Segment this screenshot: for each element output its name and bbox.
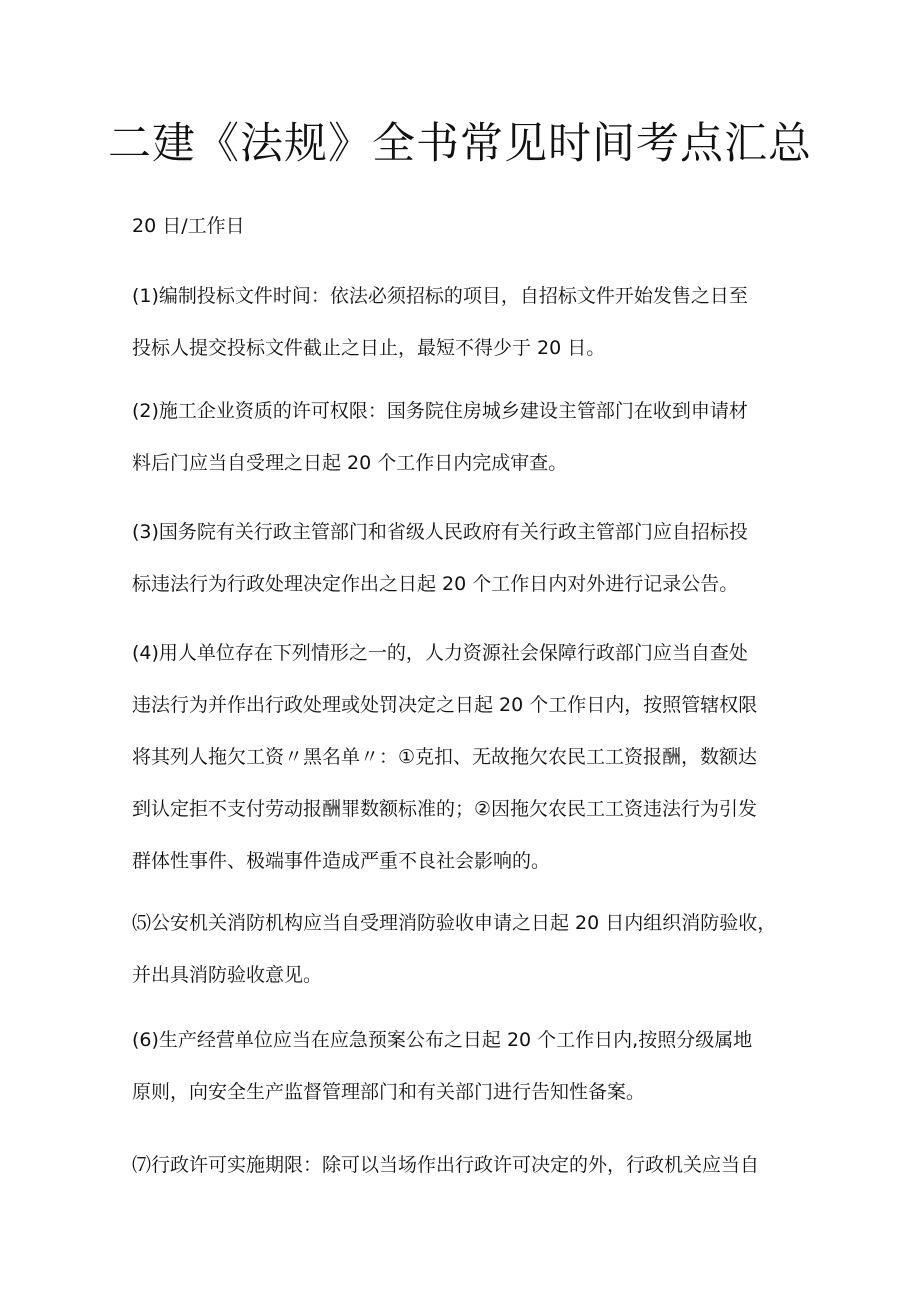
item-line: 并出具消防验收意见。 bbox=[132, 964, 323, 986]
item-line: (3)国务院有关行政主管部门和省级人民政府有关行政主管部门应自招标投 bbox=[132, 521, 748, 543]
list-item-2 bbox=[132, 385, 804, 489]
item-line: 违法行为并作出行政处理或处罚决定之日起 20 个工作日内，按照管辖权限 bbox=[132, 694, 758, 716]
list-item-6 bbox=[132, 1014, 804, 1118]
document-title: 二建《法规》全书常见时间考点汇总 bbox=[108, 119, 812, 169]
item-line: (1)编制投标文件时间：依法必须招标的项目，自招标文件开始发售之日至 bbox=[132, 285, 748, 307]
item-line: (6)生产经营单位应当在应急预案公布之日起 20 个工作日内,按照分级属地 bbox=[132, 1029, 753, 1051]
list-item-5 bbox=[132, 897, 804, 1001]
section-heading: 20 日/工作日 bbox=[132, 215, 245, 237]
item-line: (4)用人单位存在下列情形之一的，人力资源社会保障行政部门应当自查处 bbox=[132, 642, 748, 664]
item-line: 料后门应当自受理之日起 20 个工作日内完成审查。 bbox=[132, 452, 568, 474]
list-item-3 bbox=[132, 506, 804, 610]
item-line: 将其列人拖欠工资〃黑名单〃：①克扣、无故拖欠农民工工资报酬，数额达 bbox=[132, 746, 758, 768]
list-item-7 bbox=[132, 1139, 804, 1191]
item-line: 到认定拒不支付劳动报酬罪数额标准的；②因拖欠农民工工资违法行为引发 bbox=[132, 798, 758, 820]
item-line: (2)施工企业资质的许可权限：国务院住房城乡建设主管部门在收到申请材 bbox=[132, 400, 748, 422]
list-item-1 bbox=[132, 270, 804, 374]
list-item-4 bbox=[132, 627, 804, 887]
item-line: 群体性事件、极端事件造成严重不良社会影响的。 bbox=[132, 850, 551, 872]
item-line: 标违法行为行政处理决定作出之日起 20 个工作日内对外进行记录公告。 bbox=[132, 573, 739, 595]
item-line: 原则，向安全生产监督管理部门和有关部门进行告知性备案。 bbox=[132, 1081, 646, 1103]
item-line: 投标人提交投标文件截止之日止，最短不得少于 20 日。 bbox=[132, 337, 606, 359]
item-line: ⑸公安机关消防机构应当自受理消防验收申请之日起 20 日内组织消防验收， bbox=[132, 912, 777, 934]
item-line: ⑺行政许可实施期限：除可以当场作出行政许可决定的外，行政机关应当自 bbox=[132, 1154, 760, 1176]
